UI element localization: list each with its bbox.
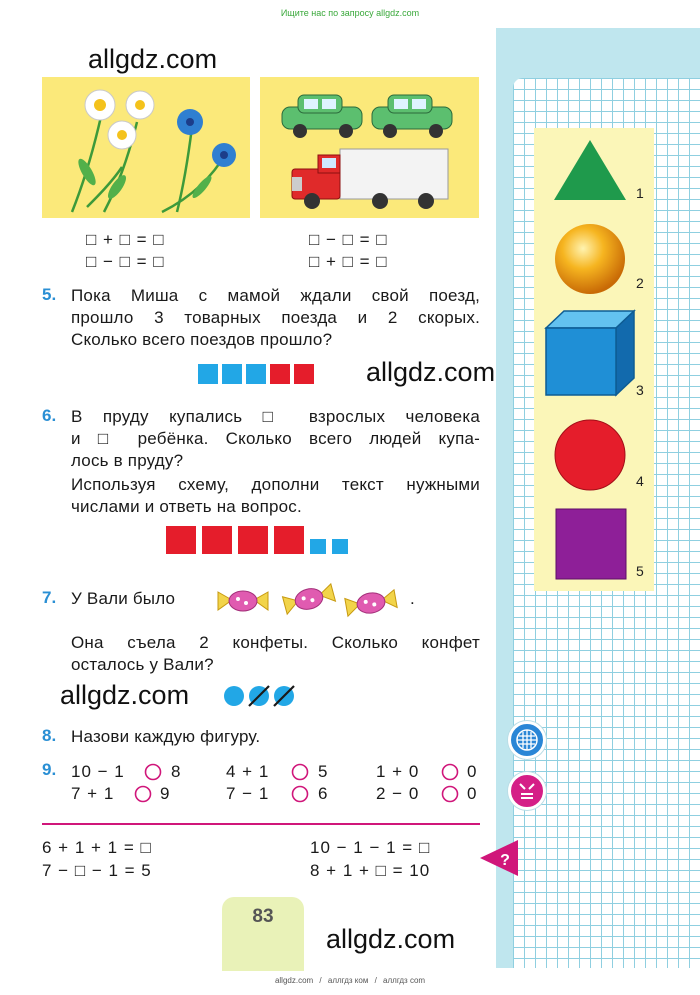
scheme-segment-blue [332, 539, 348, 554]
task-number-8: 8. [42, 726, 57, 745]
compare-circle-icon[interactable] [440, 784, 460, 804]
question-icon: ? [500, 852, 510, 869]
task-5-line: Сколько всего поездов прошло? [71, 330, 333, 349]
scheme-trains [198, 364, 314, 384]
task-6-line: числами и ответь на вопрос. [71, 497, 302, 516]
task-7-line: осталось у Вали? [71, 655, 214, 674]
scheme-segment-red [294, 364, 314, 384]
compare-expr: 2 − 0 [376, 784, 420, 803]
task-6-line: лось в пруду? [71, 451, 184, 470]
task-6-line: и □ ребёнка. Сколько всего людей купа- [71, 429, 480, 448]
scheme-segment-blue [198, 364, 218, 384]
shape-label-4: 4 [636, 473, 644, 489]
task-8-text: Назови каждую фигуру. [71, 727, 261, 746]
help-tab[interactable] [480, 838, 520, 878]
flowers-picture [42, 77, 250, 218]
shape-label-3: 3 [636, 382, 644, 398]
challenge-equation: 6 + 1 + 1 = □ [42, 838, 152, 857]
sphere-icon [553, 222, 627, 296]
task-5-line: Пока Миша с мамой ждали свой поезд, [71, 286, 480, 305]
challenge-equation: 10 − 1 − 1 = □ [310, 838, 431, 857]
shape-label-2: 2 [636, 275, 644, 291]
task-number-9: 9. [42, 760, 57, 779]
footer-links [0, 976, 700, 985]
cars-icon [260, 77, 479, 218]
task-5-line: прошло 3 товарных поезда и 2 скорых. [71, 308, 480, 327]
candies-icon [214, 580, 408, 620]
challenge-equation: 7 − □ − 1 = 5 [42, 861, 152, 880]
circle-icon [553, 418, 627, 492]
cars-picture [260, 77, 479, 218]
scheme-segment-red [274, 526, 304, 554]
watermark: allgdz.com [366, 357, 496, 387]
equation-template: □ − □ = □ [309, 230, 388, 249]
dots-scheme [222, 684, 298, 708]
compare-circle-icon[interactable] [290, 784, 310, 804]
compare-circle-icon[interactable] [143, 762, 163, 782]
watermark: allgdz.com [88, 44, 218, 74]
task-number-5: 5. [42, 285, 57, 304]
footer-link[interactable]: аллгдз ком [327, 976, 369, 985]
scheme-segment-blue [246, 364, 266, 384]
compare-value: 6 [318, 784, 329, 803]
task-6-line: В пруду купались □ взрослых человека [71, 407, 480, 426]
scheme-segment-red [202, 526, 232, 554]
section-divider [42, 823, 480, 825]
compare-expr: 10 − 1 [71, 762, 125, 781]
shape-label-1: 1 [636, 185, 644, 201]
equation-template: □ + □ = □ [86, 230, 165, 249]
scales-button[interactable] [508, 772, 546, 810]
task-number-6: 6. [42, 406, 57, 425]
footer-link[interactable]: аллгдз com [383, 976, 426, 985]
equation-template: □ + □ = □ [309, 252, 388, 271]
scheme-segment-blue [310, 539, 326, 554]
compare-value: 8 [171, 762, 182, 781]
shape-label-5: 5 [636, 563, 644, 579]
scheme-people [166, 526, 348, 554]
scheme-segment-red [238, 526, 268, 554]
grid-icon [516, 729, 538, 751]
compare-expr: 7 − 1 [226, 784, 270, 803]
scheme-segment-red [166, 526, 196, 554]
compare-value: 0 [467, 784, 478, 803]
task-7-line: Она съела 2 конфеты. Сколько конфет [71, 633, 480, 652]
footer-sep: / [374, 976, 377, 985]
compare-circle-icon[interactable] [440, 762, 460, 782]
task-number-7: 7. [42, 588, 57, 607]
cube-icon [544, 308, 636, 398]
compare-expr: 1 + 0 [376, 762, 420, 781]
watermark: allgdz.com [60, 680, 190, 710]
compare-value: 9 [160, 784, 171, 803]
watermark: allgdz.com [326, 924, 456, 954]
compare-circle-icon[interactable] [133, 784, 153, 804]
grid-button[interactable] [508, 721, 546, 759]
scheme-segment-red [270, 364, 290, 384]
square-icon [555, 508, 627, 580]
task-7-text: У Вали было [71, 589, 176, 608]
scales-icon [516, 780, 538, 802]
task-6-line: Используя схему, дополни текст нужными [71, 475, 480, 494]
challenge-equation: 8 + 1 + □ = 10 [310, 861, 431, 880]
compare-expr: 4 + 1 [226, 762, 270, 781]
flowers-icon [42, 77, 250, 218]
compare-value: 0 [467, 762, 478, 781]
scheme-segment-blue [222, 364, 242, 384]
header-note: Ищите нас по запросу allgdz.com [280, 8, 420, 18]
task-7-end: . [410, 589, 415, 608]
footer-link[interactable]: allgdz.com [274, 976, 314, 985]
page-number: 83 [252, 906, 274, 927]
compare-value: 5 [318, 762, 329, 781]
footer-sep: / [319, 976, 322, 985]
compare-expr: 7 + 1 [71, 784, 115, 803]
compare-circle-icon[interactable] [290, 762, 310, 782]
triangle-icon [552, 138, 628, 204]
equation-template: □ − □ = □ [86, 252, 165, 271]
